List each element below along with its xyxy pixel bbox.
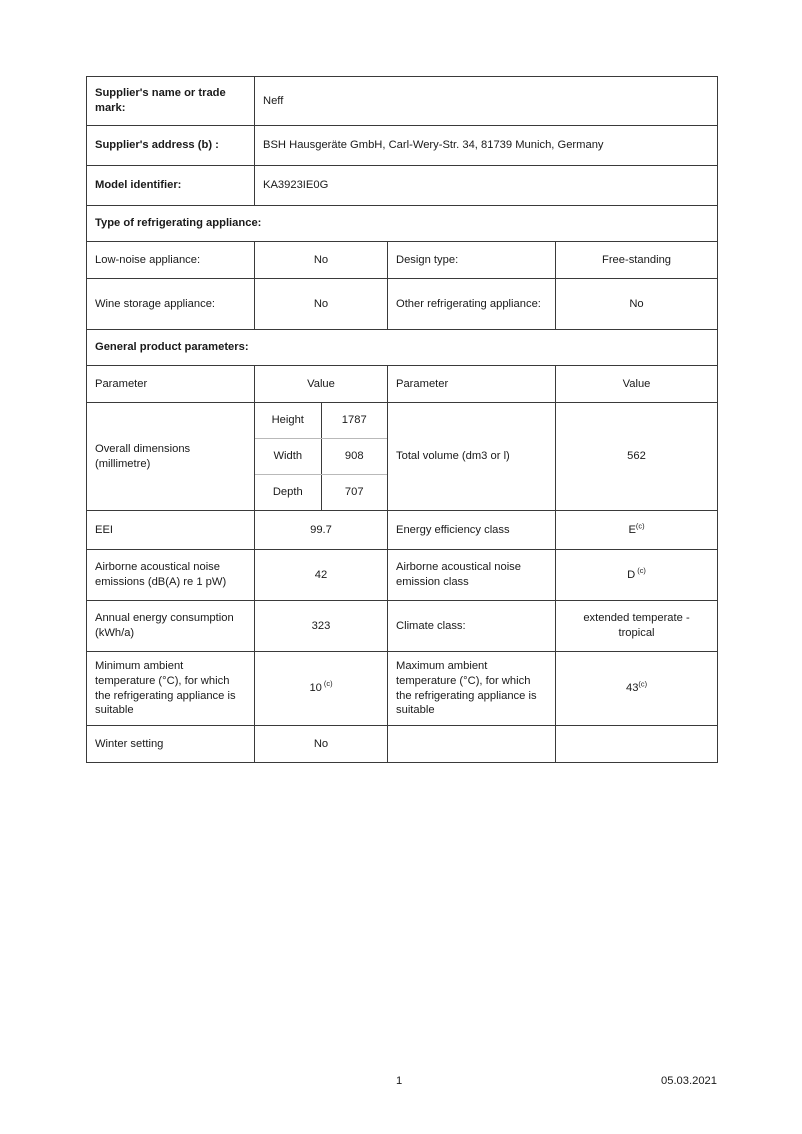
dimension-value-height: 1787 xyxy=(321,403,387,439)
model-identifier-value: KA3923IE0G xyxy=(255,166,718,206)
eei-label: EEI xyxy=(87,511,255,550)
dimension-name-width: Width xyxy=(255,439,321,475)
supplier-address-label: Supplier's address (b) : xyxy=(87,126,255,166)
max-ambient-temperature-footnote: (c) xyxy=(638,679,648,689)
climate-class-label: Climate class: xyxy=(388,601,556,652)
low-noise-value: No xyxy=(255,242,388,279)
wine-storage-value: No xyxy=(255,279,388,330)
dimension-row-depth xyxy=(255,475,387,511)
general-section-header: General product parameters: xyxy=(87,330,718,366)
table-row-low-noise xyxy=(87,242,718,279)
footer-page-number: 1 xyxy=(396,1075,403,1087)
other-refrigerating-label: Other refrigerating appliance: xyxy=(388,279,556,330)
column-header-parameter-left: Parameter xyxy=(87,366,255,403)
supplier-name-value: Neff xyxy=(255,77,718,126)
table-row-annual-energy xyxy=(87,601,718,652)
supplier-address-value: BSH Hausgeräte GmbH, Carl-Wery-Str. 34, 81739 Munich, Germany xyxy=(255,126,718,166)
table-row-winter-setting xyxy=(87,726,718,763)
total-volume-value: 562 xyxy=(556,403,718,511)
dimension-value-width: 908 xyxy=(321,439,387,475)
min-ambient-temperature-number: 10 xyxy=(309,682,322,695)
column-header-parameter-right: Parameter xyxy=(388,366,556,403)
column-header-value-right: Value xyxy=(556,366,718,403)
winter-setting-value: No xyxy=(255,726,388,763)
energy-efficiency-class-value xyxy=(556,511,718,550)
noise-emissions-label: Airborne acoustical noise emissions (dB(A) re 1 pW) xyxy=(87,550,255,601)
max-ambient-temperature-label: Maximum ambient temperature (°C), for which the refrigerating appliance is suitable xyxy=(388,652,556,726)
annual-energy-label: Annual energy consumption (kWh/a) xyxy=(87,601,255,652)
winter-setting-empty-cell-1 xyxy=(388,726,556,763)
wine-storage-label: Wine storage appliance: xyxy=(87,279,255,330)
annual-energy-value: 323 xyxy=(255,601,388,652)
max-ambient-temperature-value xyxy=(556,652,718,726)
table-row-model-identifier xyxy=(87,166,718,206)
table-row-supplier-address xyxy=(87,126,718,166)
energy-efficiency-class-label: Energy efficiency class xyxy=(388,511,556,550)
dimension-row-width xyxy=(255,439,387,475)
energy-efficiency-class-footnote: (c) xyxy=(635,520,645,530)
design-type-value: Free-standing xyxy=(556,242,718,279)
table-row-general-section-header xyxy=(87,330,718,366)
column-header-value-left: Value xyxy=(255,366,388,403)
eei-value: 99.7 xyxy=(255,511,388,550)
dimension-name-depth: Depth xyxy=(255,475,321,511)
climate-class-value: extended temperate - tropical xyxy=(556,601,718,652)
footer-date: 05.03.2021 xyxy=(661,1075,717,1087)
table-row-eei xyxy=(87,511,718,550)
product-parameters-table xyxy=(86,76,718,763)
min-ambient-temperature-footnote: (c) xyxy=(323,679,333,689)
overall-dimensions-label: Overall dimensions (millimetre) xyxy=(87,403,255,511)
dimension-value-depth: 707 xyxy=(321,475,387,511)
dimensions-subtable xyxy=(255,403,387,510)
total-volume-label: Total volume (dm3 or l) xyxy=(388,403,556,511)
winter-setting-label: Winter setting xyxy=(87,726,255,763)
table-row-supplier-name xyxy=(87,77,718,126)
noise-emission-class-value xyxy=(556,550,718,601)
noise-emission-class-label: Airborne acoustical noise emission class xyxy=(388,550,556,601)
other-refrigerating-value: No xyxy=(556,279,718,330)
low-noise-label: Low-noise appliance: xyxy=(87,242,255,279)
table-row-type-section-header xyxy=(87,206,718,242)
noise-emission-class-letter: D xyxy=(627,568,636,581)
table-row-ambient-temperature xyxy=(87,652,718,726)
model-identifier-label: Model identifier: xyxy=(87,166,255,206)
table-row-wine-storage xyxy=(87,279,718,330)
table-row-noise-emissions xyxy=(87,550,718,601)
page-footer xyxy=(86,1075,717,1093)
type-section-header: Type of refrigerating appliance: xyxy=(87,206,718,242)
overall-dimensions-subtable-cell xyxy=(255,403,388,511)
energy-efficiency-class-letter: E xyxy=(628,523,636,536)
noise-emissions-value: 42 xyxy=(255,550,388,601)
min-ambient-temperature-label: Minimum ambient temperature (°C), for which the refrigerating appliance is suitable xyxy=(87,652,255,726)
product-information-sheet xyxy=(86,76,717,763)
dimension-name-height: Height xyxy=(255,403,321,439)
max-ambient-temperature-number: 43 xyxy=(625,682,639,695)
table-row-overall-dimensions xyxy=(87,403,718,511)
min-ambient-temperature-value xyxy=(255,652,388,726)
design-type-label: Design type: xyxy=(388,242,556,279)
supplier-name-label: Supplier's name or trade mark: xyxy=(87,77,255,126)
winter-setting-empty-cell-2 xyxy=(556,726,718,763)
dimension-row-height xyxy=(255,403,387,439)
table-row-column-headers xyxy=(87,366,718,403)
noise-emission-class-footnote: (c) xyxy=(637,565,646,575)
